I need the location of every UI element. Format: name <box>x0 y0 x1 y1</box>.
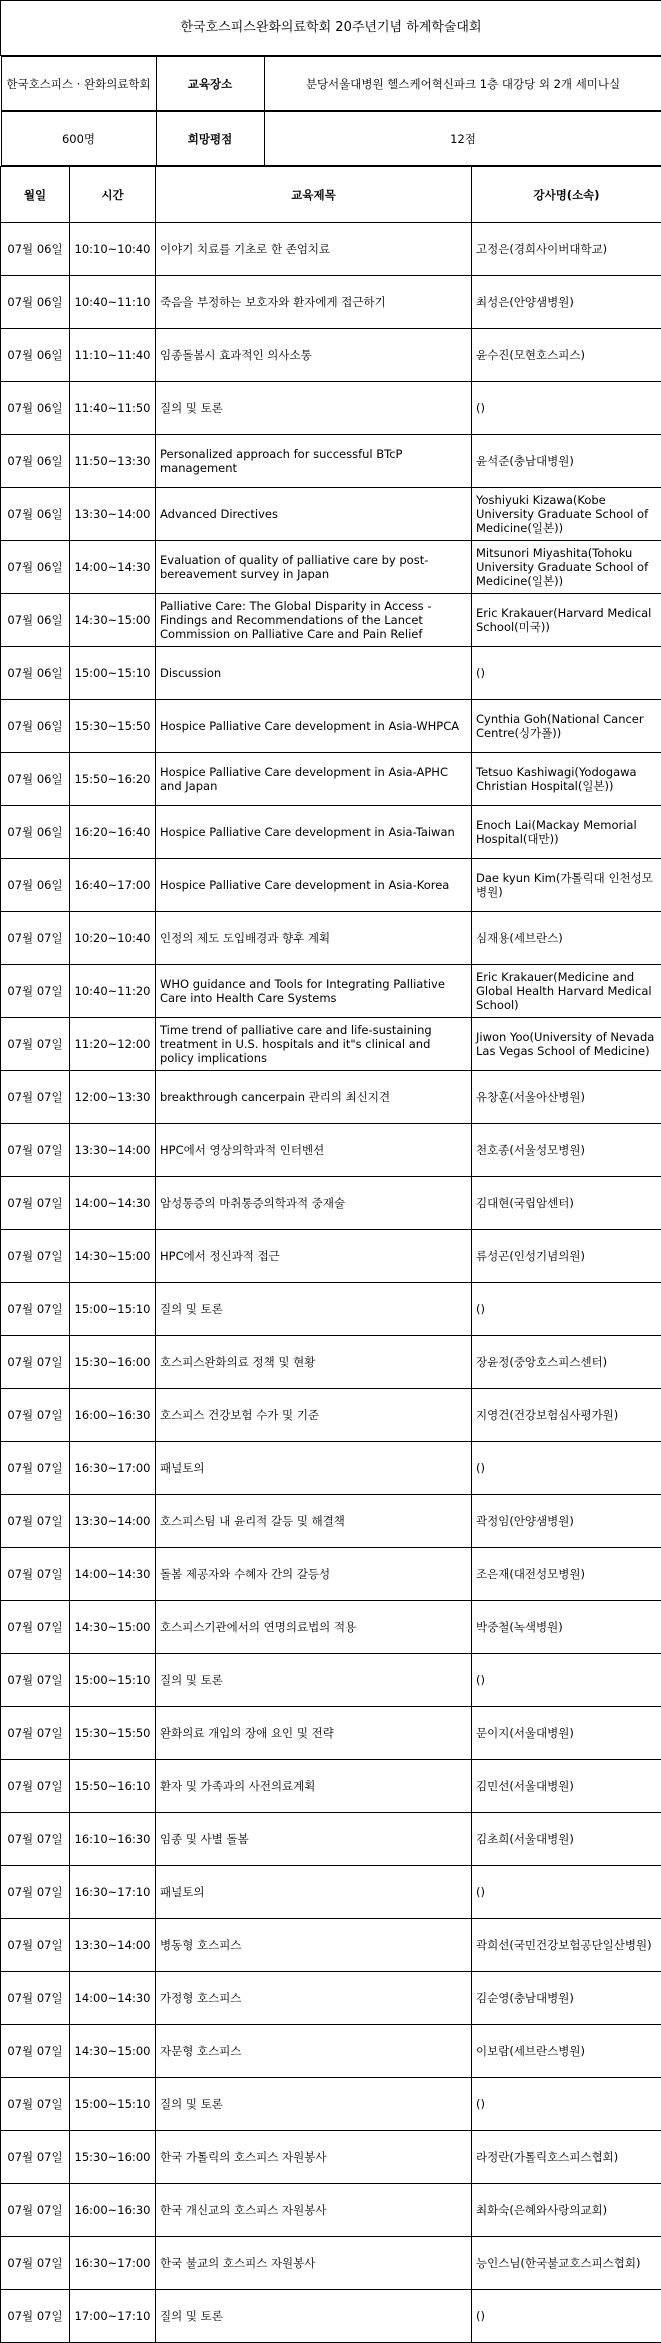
subject-cell: 병동형 호스피스 <box>156 1919 472 1972</box>
time-cell: 11:50~13:30 <box>70 435 156 488</box>
date-cell: 07월 07일 <box>1 1283 70 1336</box>
speaker-cell: 천호종(서울성모병원) <box>472 1124 661 1177</box>
table-row <box>1 965 661 1018</box>
time-cell: 14:00~14:30 <box>70 541 156 594</box>
date-cell: 07월 07일 <box>1 2184 70 2237</box>
time-cell: 11:10~11:40 <box>70 329 156 382</box>
time-cell: 11:20~12:00 <box>70 1018 156 1071</box>
subject-cell: 호스피스팀 내 윤리적 갈등 및 해결책 <box>156 1495 472 1548</box>
table-row <box>1 1866 661 1919</box>
time-cell: 14:30~15:00 <box>70 1230 156 1283</box>
speaker-cell: Enoch Lai(Mackay Memorial Hospital(대만)) <box>472 806 661 859</box>
table-row <box>1 647 661 700</box>
table-row <box>1 1018 661 1071</box>
event-title: 한국호스피스완화의료학회 20주년기념 하계학술대회 <box>1 1 661 56</box>
subject-cell: 질의 및 토론 <box>156 1283 472 1336</box>
subject-cell: 호스피스완화의료 정책 및 현황 <box>156 1336 472 1389</box>
time-cell: 14:30~15:00 <box>70 1601 156 1654</box>
table-row <box>1 806 661 859</box>
speaker-cell: 윤석준(충남대병원) <box>472 435 661 488</box>
credit-cell: 12점 <box>264 112 661 166</box>
table-row <box>1 1124 661 1177</box>
date-cell: 07월 06일 <box>1 594 70 647</box>
table-row <box>1 1495 661 1548</box>
table-row <box>1 1442 661 1495</box>
credit-label: 희망평점 <box>156 112 264 166</box>
date-cell: 07월 07일 <box>1 912 70 965</box>
speaker-cell: () <box>472 1442 661 1495</box>
speaker-cell: () <box>472 647 661 700</box>
table-row <box>1 1760 661 1813</box>
info-row-venue-inner <box>1 57 661 111</box>
date-cell: 07월 07일 <box>1 2131 70 2184</box>
subject-cell: 환자 및 가족과의 사전의료계획 <box>156 1760 472 1813</box>
time-cell: 15:30~15:50 <box>70 700 156 753</box>
time-cell: 13:30~14:00 <box>70 1124 156 1177</box>
subject-cell: 죽음을 부정하는 보호자와 환자에게 접근하기 <box>156 276 472 329</box>
speaker-cell: 최성은(안양샘병원) <box>472 276 661 329</box>
time-cell: 10:40~11:10 <box>70 276 156 329</box>
table-row <box>1 753 661 806</box>
info-row-venue <box>1 56 661 112</box>
speaker-cell: 최화숙(은혜와사랑의교회) <box>472 2184 661 2237</box>
date-cell: 07월 07일 <box>1 1071 70 1124</box>
subject-cell: 가정형 호스피스 <box>156 1972 472 2025</box>
date-cell: 07월 07일 <box>1 1177 70 1230</box>
speaker-cell: 조은재(대전성모병원) <box>472 1548 661 1601</box>
date-cell: 07월 07일 <box>1 1601 70 1654</box>
subject-cell: 암성통증의 마취통증의학과적 중재술 <box>156 1177 472 1230</box>
table-row <box>1 594 661 647</box>
table-row <box>1 2184 661 2237</box>
subject-cell: 한국 개신교의 호스피스 자원봉사 <box>156 2184 472 2237</box>
subject-cell: Time trend of palliative care and life-sustaining treatment in U.S. hospitals and it"s clinical and policy implications <box>156 1018 472 1071</box>
date-cell: 07월 07일 <box>1 965 70 1018</box>
date-cell: 07월 06일 <box>1 382 70 435</box>
table-row <box>1 1972 661 2025</box>
time-cell: 14:30~15:00 <box>70 2025 156 2078</box>
time-cell: 14:00~14:30 <box>70 1548 156 1601</box>
organizer-cell: 한국호스피스 · 완화의료학회 <box>1 57 156 111</box>
date-cell: 07월 06일 <box>1 541 70 594</box>
time-cell: 15:00~15:10 <box>70 1283 156 1336</box>
time-cell: 16:30~17:00 <box>70 1442 156 1495</box>
time-cell: 11:40~11:50 <box>70 382 156 435</box>
table-row <box>1 1919 661 1972</box>
subject-cell: Evaluation of quality of palliative care by post-bereavement survey in Japan <box>156 541 472 594</box>
speaker-cell: 김초희(서울대병원) <box>472 1813 661 1866</box>
subject-cell: HPC에서 정신과적 접근 <box>156 1230 472 1283</box>
speaker-cell: () <box>472 2078 661 2131</box>
time-cell: 15:00~15:10 <box>70 2078 156 2131</box>
subject-cell: 패널토의 <box>156 1442 472 1495</box>
table-row <box>1 1283 661 1336</box>
subject-cell: Hospice Palliative Care development in Asia-WHPCA <box>156 700 472 753</box>
subject-cell: Palliative Care: The Global Disparity in Access - Findings and Recommendations of the Lancet Commission on Palliative Care and Pain Relief <box>156 594 472 647</box>
date-cell: 07월 06일 <box>1 435 70 488</box>
speaker-cell: 김순영(충남대병원) <box>472 1972 661 2025</box>
table-row <box>1 1707 661 1760</box>
table-row <box>1 700 661 753</box>
date-cell: 07월 06일 <box>1 806 70 859</box>
date-cell: 07월 06일 <box>1 329 70 382</box>
speaker-cell: Eric Krakauer(Harvard Medical School(미국)) <box>472 594 661 647</box>
info-row-credit <box>1 111 661 167</box>
table-row <box>1 382 661 435</box>
date-cell: 07월 06일 <box>1 647 70 700</box>
venue-cell: 분당서울대병원 헬스케어혁신파크 1층 대강당 외 2개 세미나실 <box>264 57 661 111</box>
time-cell: 16:10~16:30 <box>70 1813 156 1866</box>
date-cell: 07월 07일 <box>1 1813 70 1866</box>
speaker-cell: 이보람(세브란스병원) <box>472 2025 661 2078</box>
date-cell: 07월 07일 <box>1 1654 70 1707</box>
table-row <box>1 859 661 912</box>
subject-cell: 이야기 치료를 기초로 한 존엄치료 <box>156 223 472 276</box>
date-cell: 07월 07일 <box>1 1336 70 1389</box>
column-header: 교육제목 <box>156 167 472 223</box>
subject-cell: 인정의 제도 도입배경과 향후 계획 <box>156 912 472 965</box>
subject-cell: WHO guidance and Tools for Integrating Palliative Care into Health Care Systems <box>156 965 472 1018</box>
table-row <box>1 2290 661 2343</box>
date-cell: 07월 07일 <box>1 1919 70 1972</box>
capacity-cell: 600명 <box>1 112 156 166</box>
time-cell: 15:50~16:10 <box>70 1760 156 1813</box>
time-cell: 15:30~15:50 <box>70 1707 156 1760</box>
date-cell: 07월 07일 <box>1 1972 70 2025</box>
time-cell: 14:00~14:30 <box>70 1972 156 2025</box>
time-cell: 16:00~16:30 <box>70 1389 156 1442</box>
speaker-cell: Tetsuo Kashiwagi(Yodogawa Christian Hospital(일본)) <box>472 753 661 806</box>
speaker-cell: Dae kyun Kim(가톨릭대 인천성모병원) <box>472 859 661 912</box>
subject-cell: 질의 및 토론 <box>156 2290 472 2343</box>
speaker-cell: Eric Krakauer(Medicine and Global Health Harvard Medical School) <box>472 965 661 1018</box>
subject-cell: 임종 및 사별 돌봄 <box>156 1813 472 1866</box>
speaker-cell: () <box>472 2290 661 2343</box>
time-cell: 10:40~11:20 <box>70 965 156 1018</box>
info-row-credit-wrap <box>1 111 661 167</box>
time-cell: 14:30~15:00 <box>70 594 156 647</box>
date-cell: 07월 07일 <box>1 2290 70 2343</box>
date-cell: 07월 07일 <box>1 1389 70 1442</box>
date-cell: 07월 07일 <box>1 2237 70 2290</box>
speaker-cell: 윤수진(모현호스피스) <box>472 329 661 382</box>
time-cell: 15:50~16:20 <box>70 753 156 806</box>
speaker-cell: 장윤정(중앙호스피스센터) <box>472 1336 661 1389</box>
subject-cell: 자문형 호스피스 <box>156 2025 472 2078</box>
table-row <box>1 1389 661 1442</box>
speaker-cell: Yoshiyuki Kizawa(Kobe University Graduate School of Medicine(일본)) <box>472 488 661 541</box>
subject-cell: 질의 및 토론 <box>156 2078 472 2131</box>
date-cell: 07월 07일 <box>1 1124 70 1177</box>
subject-cell: 패널토의 <box>156 1866 472 1919</box>
table-row <box>1 1230 661 1283</box>
table-row <box>1 2131 661 2184</box>
date-cell: 07월 07일 <box>1 1760 70 1813</box>
column-header: 월일 <box>1 167 70 223</box>
time-cell: 13:30~14:00 <box>70 1919 156 1972</box>
date-cell: 07월 06일 <box>1 488 70 541</box>
time-cell: 13:30~14:00 <box>70 1495 156 1548</box>
time-cell: 12:00~13:30 <box>70 1071 156 1124</box>
speaker-cell: () <box>472 1283 661 1336</box>
table-row <box>1 1071 661 1124</box>
speaker-cell: 김민선(서울대병원) <box>472 1760 661 1813</box>
speaker-cell: 고정은(경희사이버대학교) <box>472 223 661 276</box>
subject-cell: 질의 및 토론 <box>156 382 472 435</box>
speaker-cell: 곽정임(안양샘병원) <box>472 1495 661 1548</box>
time-cell: 15:30~16:00 <box>70 1336 156 1389</box>
speaker-cell: () <box>472 1866 661 1919</box>
date-cell: 07월 07일 <box>1 2025 70 2078</box>
speaker-cell: 심재용(세브란스) <box>472 912 661 965</box>
table-row <box>1 1813 661 1866</box>
date-cell: 07월 07일 <box>1 1495 70 1548</box>
subject-cell: 호스피스기관에서의 연명의료법의 적용 <box>156 1601 472 1654</box>
table-row <box>1 223 661 276</box>
speaker-cell: 라정란(가톨릭호스피스협회) <box>472 2131 661 2184</box>
time-cell: 16:00~16:30 <box>70 2184 156 2237</box>
subject-cell: 돌봄 제공자와 수혜자 간의 갈등성 <box>156 1548 472 1601</box>
time-cell: 15:00~15:10 <box>70 1654 156 1707</box>
speaker-cell: Jiwon Yoo(University of Nevada Las Vegas School of Medicine) <box>472 1018 661 1071</box>
time-cell: 16:20~16:40 <box>70 806 156 859</box>
date-cell: 07월 07일 <box>1 1018 70 1071</box>
date-cell: 07월 07일 <box>1 1707 70 1760</box>
info-row-credit-inner <box>1 112 661 166</box>
time-cell: 14:00~14:30 <box>70 1177 156 1230</box>
speaker-cell: Cynthia Goh(National Cancer Centre(싱가폴)) <box>472 700 661 753</box>
time-cell: 16:40~17:00 <box>70 859 156 912</box>
subject-cell: HPC에서 영상의학과적 인터벤션 <box>156 1124 472 1177</box>
info-row-venue-wrap <box>1 56 661 112</box>
time-cell: 17:00~17:10 <box>70 2290 156 2343</box>
speaker-cell: 능인스님(한국불교호스피스협회) <box>472 2237 661 2290</box>
table-row <box>1 2025 661 2078</box>
subject-cell: 한국 불교의 호스피스 자원봉사 <box>156 2237 472 2290</box>
date-cell: 07월 07일 <box>1 1548 70 1601</box>
table-row <box>1 1177 661 1230</box>
date-cell: 07월 06일 <box>1 859 70 912</box>
column-header: 강사명(소속) <box>472 167 661 223</box>
table-row <box>1 541 661 594</box>
date-cell: 07월 07일 <box>1 1442 70 1495</box>
table-row <box>1 1601 661 1654</box>
speaker-cell: Mitsunori Miyashita(Tohoku University Graduate School of Medicine(일본)) <box>472 541 661 594</box>
table-row <box>1 2237 661 2290</box>
table-row <box>1 488 661 541</box>
info-row-venue-table <box>1 56 661 111</box>
subject-cell: breakthrough cancerpain 관리의 최신지견 <box>156 1071 472 1124</box>
venue-label: 교육장소 <box>156 57 264 111</box>
speaker-cell: () <box>472 1654 661 1707</box>
time-cell: 10:20~10:40 <box>70 912 156 965</box>
time-cell: 15:30~16:00 <box>70 2131 156 2184</box>
time-cell: 16:30~17:00 <box>70 2237 156 2290</box>
date-cell: 07월 06일 <box>1 223 70 276</box>
table-row <box>1 276 661 329</box>
date-cell: 07월 06일 <box>1 700 70 753</box>
speaker-cell: 유창훈(서울아산병원) <box>472 1071 661 1124</box>
subject-cell: Discussion <box>156 647 472 700</box>
table-row <box>1 1654 661 1707</box>
speaker-cell: 류성곤(인성기념의원) <box>472 1230 661 1283</box>
subject-cell: 임종돌봄시 효과적인 의사소통 <box>156 329 472 382</box>
header-row <box>1 167 661 223</box>
title-row <box>1 1 661 56</box>
time-cell: 13:30~14:00 <box>70 488 156 541</box>
subject-cell: Hospice Palliative Care development in Asia-APHC and Japan <box>156 753 472 806</box>
subject-cell: Hospice Palliative Care development in Asia-Taiwan <box>156 806 472 859</box>
table-row <box>1 435 661 488</box>
subject-cell: 완화의료 개입의 장애 요인 및 전략 <box>156 1707 472 1760</box>
date-cell: 07월 07일 <box>1 1866 70 1919</box>
table-row <box>1 329 661 382</box>
date-cell: 07월 06일 <box>1 276 70 329</box>
date-cell: 07월 06일 <box>1 753 70 806</box>
subject-cell: 한국 가톨릭의 호스피스 자원봉사 <box>156 2131 472 2184</box>
subject-cell: Personalized approach for successful BTcP management <box>156 435 472 488</box>
date-cell: 07월 07일 <box>1 1230 70 1283</box>
time-cell: 10:10~10:40 <box>70 223 156 276</box>
info-row-credit-table <box>1 111 661 166</box>
time-cell: 16:30~17:10 <box>70 1866 156 1919</box>
speaker-cell: 박중철(녹색병원) <box>472 1601 661 1654</box>
table-row <box>1 1336 661 1389</box>
time-cell: 15:00~15:10 <box>70 647 156 700</box>
subject-cell: 질의 및 토론 <box>156 1654 472 1707</box>
speaker-cell: 김대현(국립암센터) <box>472 1177 661 1230</box>
speaker-cell: 곽희선(국민건강보험공단일산병원) <box>472 1919 661 1972</box>
speaker-cell: 지영건(건강보험심사평가원) <box>472 1389 661 1442</box>
date-cell: 07월 07일 <box>1 2078 70 2131</box>
column-header: 시간 <box>70 167 156 223</box>
table-row <box>1 912 661 965</box>
subject-cell: Hospice Palliative Care development in Asia-Korea <box>156 859 472 912</box>
table-row <box>1 1548 661 1601</box>
speaker-cell: 문이지(서울대병원) <box>472 1707 661 1760</box>
subject-cell: 호스피스 건강보험 수가 및 기준 <box>156 1389 472 1442</box>
subject-cell: Advanced Directives <box>156 488 472 541</box>
table-row <box>1 2078 661 2131</box>
speaker-cell: () <box>472 382 661 435</box>
